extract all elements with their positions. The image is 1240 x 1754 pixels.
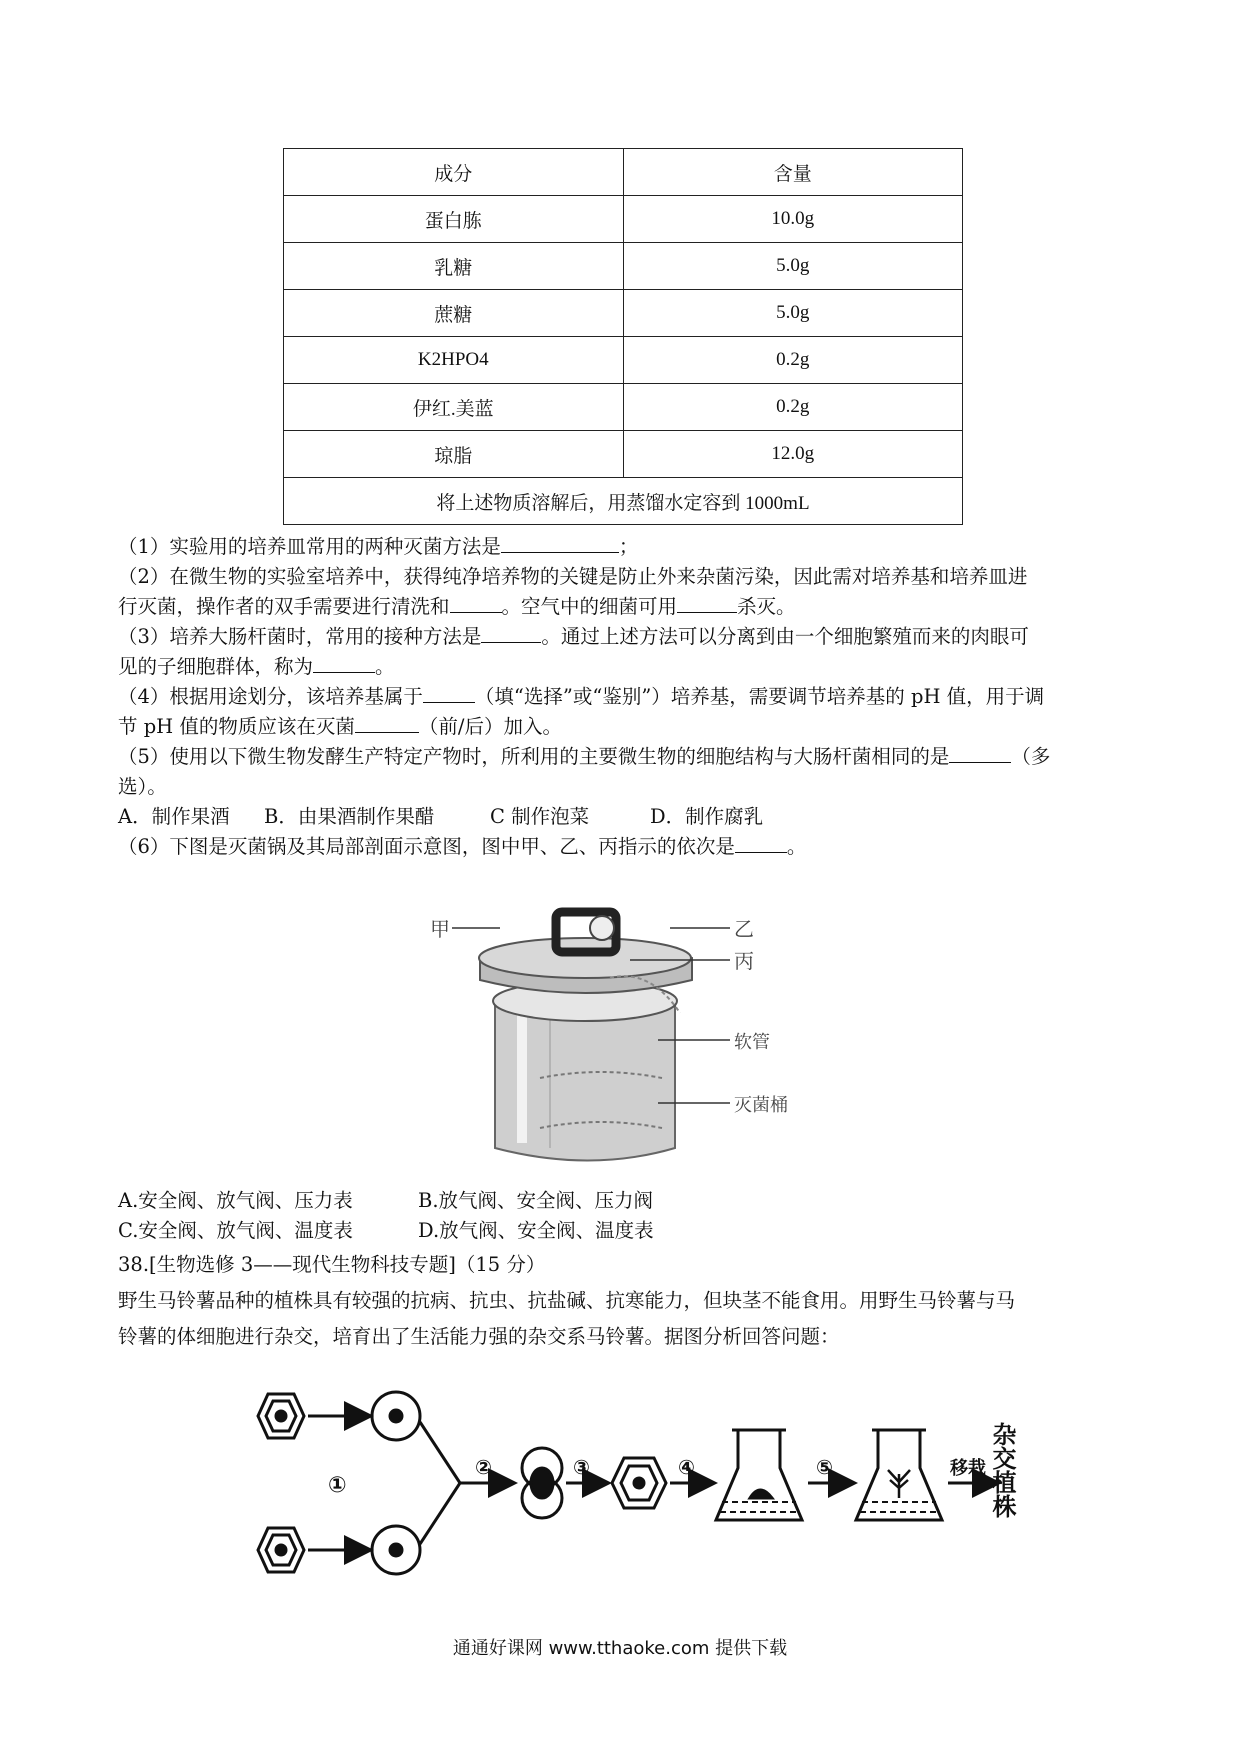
question-2-text: 行灭菌，操作者的双手需要进行清洗和 <box>118 595 450 618</box>
option-b[interactable]: B．由果酒制作果醋 <box>264 805 435 828</box>
question-1-text: （1）实验用的培养皿常用的两种灭菌方法是 <box>118 535 501 558</box>
hybrid-cell-icon <box>612 1458 666 1508</box>
table-row <box>284 431 963 478</box>
autoclave-figure <box>430 898 810 1173</box>
question-6-options <box>118 1186 1138 1246</box>
question-3-text-2: 见的子细胞群体，称为 <box>118 655 314 678</box>
table-header-cell: 含量 <box>623 149 963 196</box>
question-5-line-2: 选）。 <box>118 775 167 798</box>
question-5-options <box>118 802 1138 832</box>
medium-composition-table <box>283 148 963 525</box>
question-3-text-end: 。 <box>375 655 395 678</box>
question-5 <box>118 742 1138 802</box>
answer-blank[interactable] <box>481 624 541 643</box>
table-footer-row <box>284 478 963 525</box>
question-6-text-end: 。 <box>786 835 807 858</box>
culture-flask-seedling-icon <box>856 1430 942 1520</box>
answer-blank[interactable] <box>313 654 375 673</box>
step-3-label: ③ <box>573 1455 590 1479</box>
question-2-text-end: 杀灭。 <box>737 595 796 618</box>
table-cell: K2HPO4 <box>284 337 624 384</box>
table-cell: 12.0g <box>623 431 963 478</box>
question-4 <box>118 682 1138 742</box>
answer-blank[interactable] <box>355 714 419 733</box>
answer-blank[interactable] <box>735 834 787 853</box>
question-4-line-1 <box>118 682 1138 712</box>
question-4-text-end: （前/后）加入。 <box>418 715 562 738</box>
question-2-line-2 <box>118 592 1138 622</box>
transplant-label: 移栽 <box>950 1458 986 1479</box>
option-a[interactable]: A.安全阀、放气阀、压力表 <box>118 1189 353 1212</box>
answer-blank[interactable] <box>423 684 475 703</box>
table-row <box>284 196 963 243</box>
hybrid-plant-label: 杂交植株 <box>988 1422 1016 1518</box>
question-2-text-mid: 。空气中的细菌可用 <box>501 595 678 618</box>
label-bucket: 灭菌桶 <box>734 1095 788 1116</box>
answer-blank[interactable] <box>677 594 737 613</box>
protoplast-icon <box>372 1392 420 1440</box>
table-cell: 乳糖 <box>284 243 624 290</box>
question-38-title: 38.[生物选修 3——现代生物科技专题]（15 分） <box>118 1253 546 1276</box>
step-5-label: ⑤ <box>816 1455 833 1479</box>
question-1 <box>118 532 1138 562</box>
page-footer: 通通好课网 www.tthaoke.com 提供下载 <box>452 1638 788 1659</box>
question-6 <box>118 832 1138 862</box>
label-hose: 软管 <box>734 1032 770 1053</box>
question-3-text-mid: 。通过上述方法可以分离到由一个细胞繁殖而来的肉眼可 <box>541 625 1029 648</box>
label-bing: 丙 <box>734 949 754 973</box>
option-b[interactable]: B.放气阀、安全阀、压力阀 <box>418 1189 654 1212</box>
plant-cell-icon <box>258 1528 304 1572</box>
options-row <box>118 1216 1138 1246</box>
question-3-line-1 <box>118 622 1138 652</box>
plant-cell-icon <box>258 1394 304 1438</box>
table-cell: 5.0g <box>623 243 963 290</box>
question-3 <box>118 622 1138 682</box>
label-yi: 乙 <box>734 917 754 941</box>
options-row <box>118 1186 1138 1216</box>
table-cell: 0.2g <box>623 337 963 384</box>
question-38-paragraph-2: 铃薯的体细胞进行杂交，培育出了生活能力强的杂交系马铃薯。据图分析回答问题： <box>118 1325 840 1348</box>
table-row <box>284 384 963 431</box>
question-5-text: （5）使用以下微生物发酵生产特定产物时，所利用的主要微生物的细胞结构与大肠杆菌相同的是 <box>118 745 950 768</box>
cell-fusion-diagram <box>250 1370 1016 1600</box>
answer-blank[interactable] <box>450 594 502 613</box>
question-5-text-end: （多 <box>1011 745 1051 768</box>
question-1-text-end: ； <box>618 535 639 558</box>
question-4-text-2: 节 pH 值的物质应该在灭菌 <box>118 715 355 738</box>
table-footer-note: 将上述物质溶解后，用蒸馏水定容到 1000mL <box>284 478 963 525</box>
fusing-cells-icon <box>522 1448 562 1518</box>
question-4-text: （4）根据用途划分，该培养基属于 <box>118 685 423 708</box>
table-cell: 10.0g <box>623 196 963 243</box>
question-2-line-1: （2）在微生物的实验室培养中，获得纯净培养物的关键是防止外来杂菌污染，因此需对培养基和培养皿进 <box>118 565 1028 588</box>
question-3-text: （3）培养大肠杆菌时，常用的接种方法是 <box>118 625 482 648</box>
table-cell: 0.2g <box>623 384 963 431</box>
answer-blank[interactable] <box>949 744 1011 763</box>
table-cell: 伊红.美蓝 <box>284 384 624 431</box>
label-jia: 甲 <box>430 917 450 941</box>
table-cell: 蛋白胨 <box>284 196 624 243</box>
option-d[interactable]: D.放气阀、安全阀、温度表 <box>418 1219 654 1242</box>
step-2-label: ② <box>475 1455 492 1479</box>
question-5-line-1 <box>118 742 1138 772</box>
step-4-label: ④ <box>678 1455 695 1479</box>
option-d[interactable]: D．制作腐乳 <box>650 805 764 828</box>
option-c[interactable]: C 制作泡菜 <box>490 805 590 828</box>
answer-blank[interactable] <box>501 534 619 553</box>
table-row <box>284 243 963 290</box>
question-38 <box>118 1250 1138 1352</box>
table-row <box>284 337 963 384</box>
protoplast-icon <box>372 1526 420 1574</box>
table-cell: 蔗糖 <box>284 290 624 337</box>
step-1-label: ① <box>328 1473 347 1498</box>
option-c[interactable]: C.安全阀、放气阀、温度表 <box>118 1219 353 1242</box>
question-6-text: （6）下图是灭菌锅及其局部剖面示意图，图中甲、乙、丙指示的依次是 <box>118 835 735 858</box>
question-4-line-2 <box>118 712 1138 742</box>
question-3-line-2 <box>118 652 1138 682</box>
table-row <box>284 290 963 337</box>
culture-flask-callus-icon <box>716 1430 802 1520</box>
question-4-text-mid: （填“选择”或“鉴别”）培养基，需要调节培养基的 pH 值，用于调 <box>474 685 1045 708</box>
table-header-cell: 成分 <box>284 149 624 196</box>
table-cell: 琼脂 <box>284 431 624 478</box>
question-38-paragraph-1: 野生马铃薯品种的植株具有较强的抗病、抗虫、抗盐碱、抗寒能力，但块茎不能食用。用野生马铃薯与马 <box>118 1289 1016 1312</box>
option-a[interactable]: A．制作果酒 <box>118 805 230 828</box>
table-cell: 5.0g <box>623 290 963 337</box>
question-2 <box>118 562 1138 622</box>
table-header-row <box>284 149 963 196</box>
